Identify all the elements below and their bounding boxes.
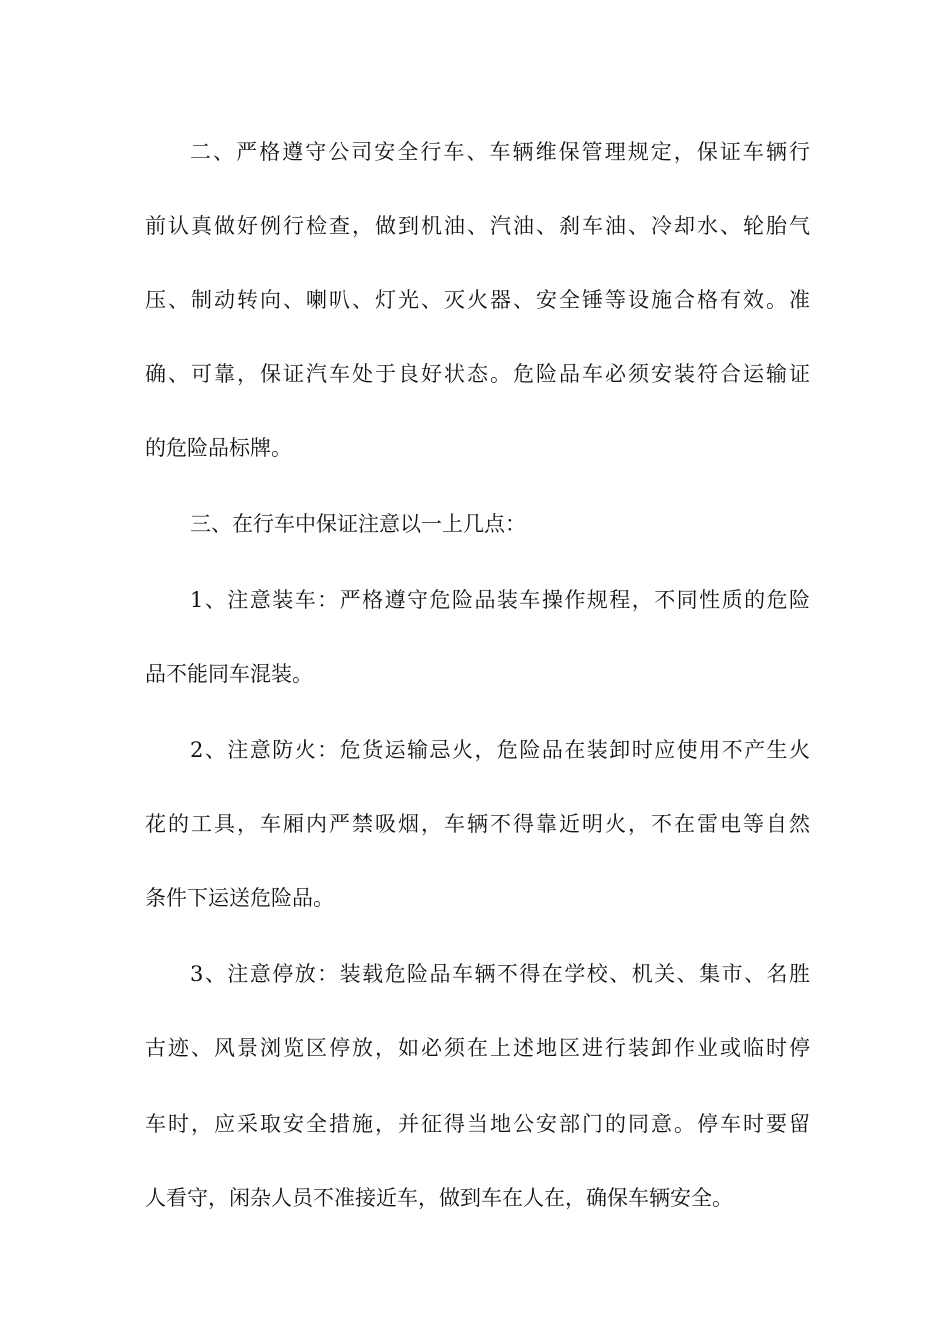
text-line-9: 2、注意防火：危货运输忌火，危险品在装卸时应使用不产生火 [190, 738, 810, 762]
text-line-4: 确、可靠，保证汽车处于良好状态。危险品车必须安装符合运输证 [145, 362, 810, 386]
text-line-3: 压、制动转向、喇叭、灯光、灭火器、安全锤等设施合格有效。准 [145, 288, 810, 312]
text-line-8: 品不能同车混装。 [145, 662, 313, 686]
text-line-11: 条件下运送危险品。 [145, 886, 334, 910]
text-line-12: 3、注意停放：装载危险品车辆不得在学校、机关、集市、名胜 [190, 962, 810, 986]
text-line-1: 二、严格遵守公司安全行车、车辆维保管理规定，保证车辆行 [190, 140, 810, 164]
text-line-15: 人看守，闲杂人员不准接近车，做到车在人在，确保车辆安全。 [145, 1186, 733, 1210]
text-line-7: 1、注意装车：严格遵守危险品装车操作规程，不同性质的危险 [190, 588, 810, 612]
text-line-14: 车时，应采取安全措施，并征得当地公安部门的同意。停车时要留 [145, 1112, 810, 1136]
text-line-13: 古迹、风景浏览区停放，如必须在上述地区进行装卸作业或临时停 [145, 1036, 810, 1060]
text-line-10: 花的工具，车厢内严禁吸烟，车辆不得靠近明火，不在雷电等自然 [145, 812, 810, 836]
text-line-2: 前认真做好例行检查，做到机油、汽油、刹车油、冷却水、轮胎气 [145, 214, 810, 238]
text-line-5: 的危险品标牌。 [145, 436, 292, 460]
text-line-6: 三、在行车中保证注意以一上几点： [190, 512, 526, 536]
